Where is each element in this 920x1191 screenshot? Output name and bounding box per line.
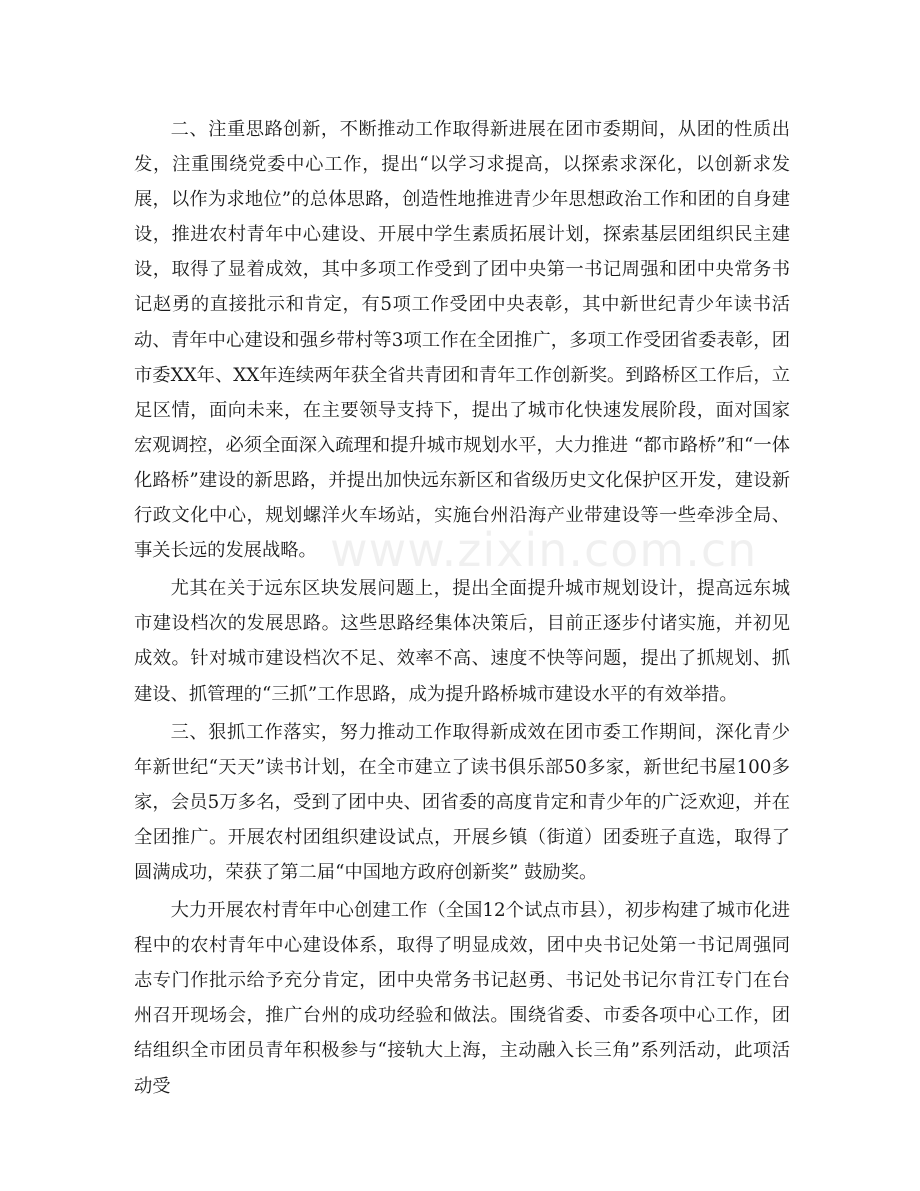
paragraph-4: 大力开展农村青年中心创建工作（全国12个试点市县），初步构建了城市化进程中的农村青年中心建设体系，取得了明显成效，团中央书记处第一书记周强同志专门作批示给予充分肯定，团中央常务书记赵勇、书记处书记尔肯江专门在台州召开现场会，推广台州的成功经验和做法。围绕省委、市委各项中心工作，团结组织全市团员青年积极参与“接轨大上海，主动融入长三角”系列活动，此项活动受 [134,900,790,1097]
paragraph-1: 二、注重思路创新，不断推动工作取得新进展在团市委期间，从团的性质出发，注重围绕党委中心工作，提出“以学习求提高，以探索求深化，以创新求发展，以作为求地位”的总体思路，创造性地推进青少年思想政治工作和团的自身建设，推进农村青年中心建设、开展中学生素质拓展计划，探索基层团组织民主建设，取得了显着成效，其中多项工作受到了团中央第一书记周强和团中央常务书记赵勇的直接批示和肯定，有5项工作受团中央表彰，其中新世纪青少年读书活动、青年中心建设和强乡带村等3项工作在全团推广，多项工作受团省委表彰，团市委XX年、XX年连续两年获全省共青团和青年工作创新奖。到路桥区工作后，立足区情，面向未来，在主要领导支持下，提出了城市化快速发展阶段，面对国家宏观调控，必须全面深入疏理和提升城市规划水平，大力推进 “都市路桥”和“一体化路桥”建设的新思路，并提出加快远东新区和省级历史文化保护区开发，建设新行政文化中心，规划螺洋火车场站，实施台州沿海产业带建设等一些牵涉全局、事关长远的发展战略。 [134,119,790,562]
paragraph-2: 尤其在关于远东区块发展问题上，提出全面提升城市规划设计，提高远东城市建设档次的发展思路。这些思路经集体决策后，目前正逐步付诸实施，并初见成效。针对城市建设档次不足、效率不高、速度不快等问题，提出了抓规划、抓建设、抓管理的“三抓”工作思路，成为提升路桥城市建设水平的有效举措。 [134,578,790,705]
watermark-text: www.zixin.com.cn [330,523,758,577]
paragraph-3: 三、狠抓工作落实，努力推动工作取得新成效在团市委工作期间，深化青少年新世纪“天天”读书计划，在全市建立了读书俱乐部50多家，新世纪书屋100多家，会员5万多名，受到了团中央、团省委的高度肯定和青少年的广泛欢迎，并在全团推广。开展农村团组织建设试点，开展乡镇（街道）团委班子直选，取得了圆满成功，荣获了第二届“中国地方政府创新奖” 鼓励奖。 [134,721,790,883]
document-body [134,112,790,1107]
